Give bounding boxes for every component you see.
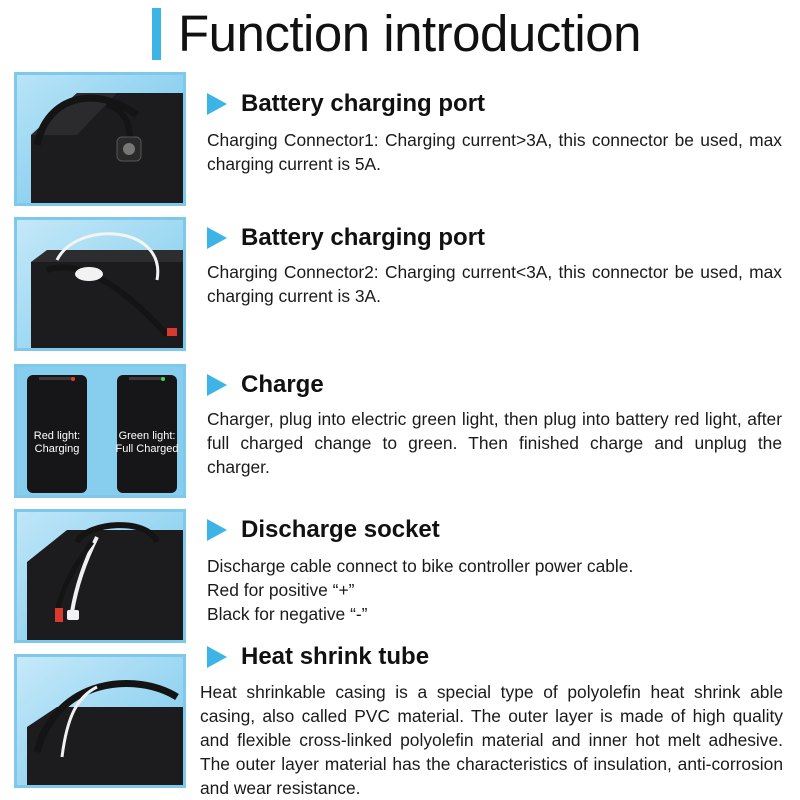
arrow-right-icon [207,227,227,249]
section-description: Charging Connector2: Charging current<3A, this connector be used, max charging current is 3A. [207,262,782,306]
section-heading [207,90,485,118]
section-heading-text: Charge [241,371,324,398]
section-description: Charger, plug into electric green light, then plug into battery red light, after full charged change to green. Then finished charge and unplug the charger. [207,409,782,477]
title-accent-bar [152,8,161,60]
section-heading-text: Heat shrink tube [241,643,430,670]
section-heading [207,516,440,544]
arrow-right-icon [207,519,227,541]
description-line: Red for positive “+” [207,580,355,600]
section-description: Charging Connector1: Charging current>3A, this connector be used, max charging current is 5A. [207,130,782,174]
section-heading [207,643,429,671]
red-light-status: Charging [34,443,80,455]
green-light-label: Green light: [118,430,176,442]
battery-connector2-photo [14,217,186,351]
section-heading-text: Discharge socket [241,516,440,543]
section-heading [207,224,485,252]
green-light-status: Full Charged [115,443,179,455]
section-heading [207,371,324,399]
battery-connector1-photo [14,72,186,206]
section-heading-text: Battery charging port [241,90,486,117]
arrow-right-icon [207,93,227,115]
description-line: Discharge cable connect to bike controller power cable. [207,556,634,576]
discharge-socket-photo [14,509,186,643]
page-title: Function introduction [178,5,641,62]
section-description [207,554,782,626]
section-description: Heat shrinkable casing is a special type of polyolefin heat shrink able casing, also called PVC material. The outer layer is made of high quality and flexible cross-linked polyolefin material and inner hot melt adhesive. The outer layer material has the characteristics of insulation, anti-corrosion and wear resistance. [200,682,783,798]
heat-shrink-tube-photo [14,654,186,788]
arrow-right-icon [207,646,227,668]
section-heading-text: Battery charging port [241,224,486,251]
arrow-right-icon [207,374,227,396]
description-line: Black for negative “-” [207,604,368,624]
charger-lights-photo [14,364,186,498]
red-light-label: Red light: [33,430,81,442]
